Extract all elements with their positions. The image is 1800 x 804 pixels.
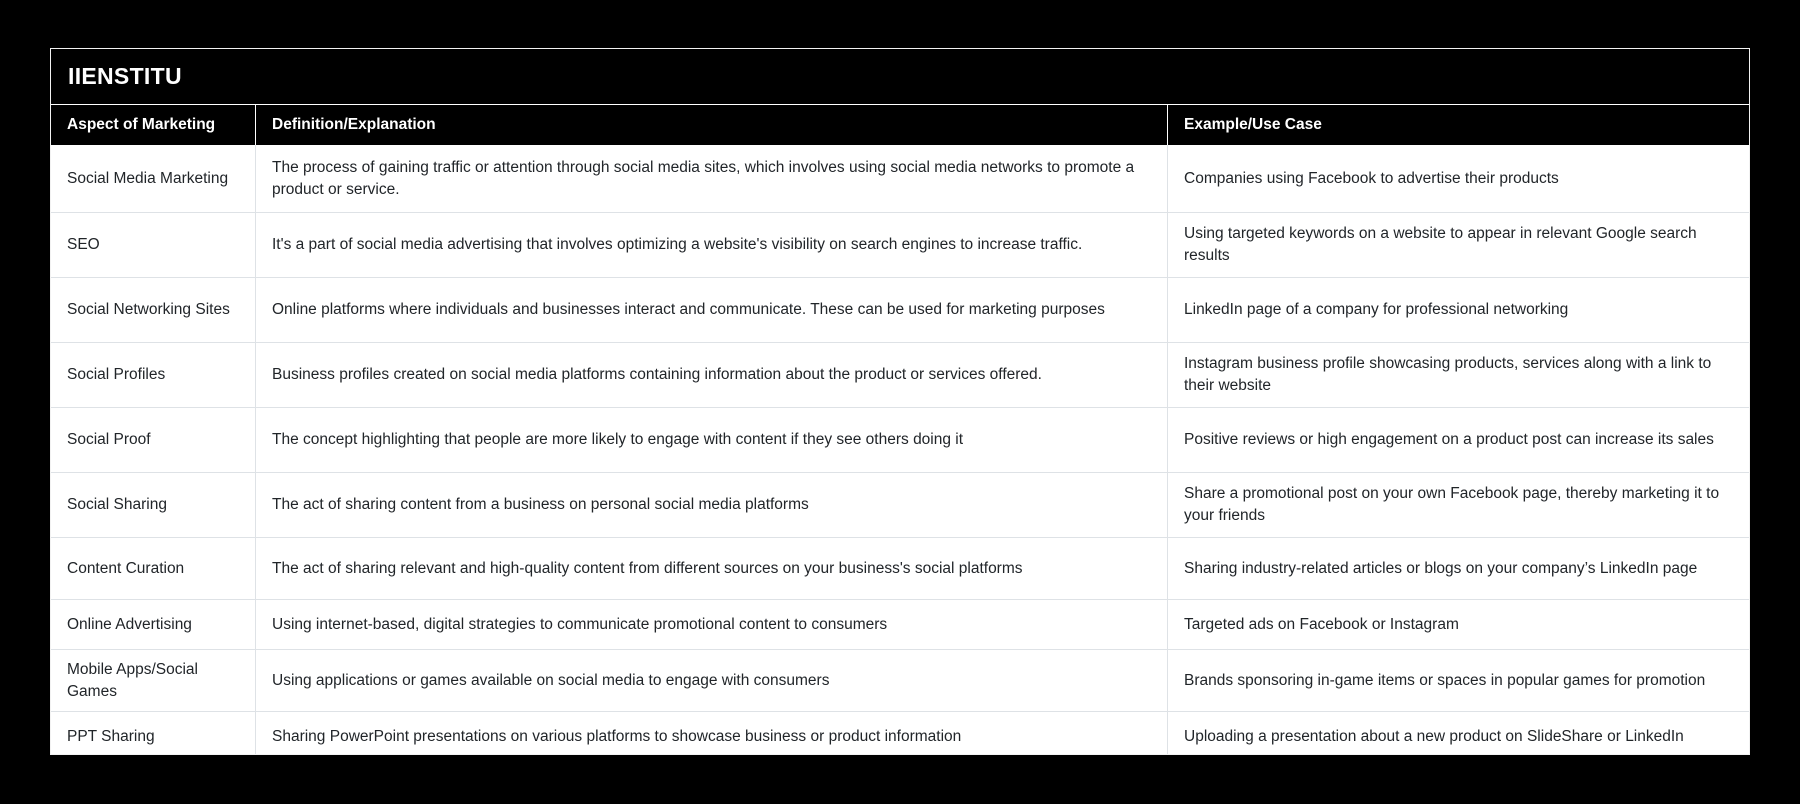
cell-definition: The act of sharing content from a business on personal social media platforms bbox=[256, 473, 1168, 537]
column-header-definition: Definition/Explanation bbox=[256, 105, 1168, 145]
table-row bbox=[51, 145, 1749, 213]
table-title: IIENSTITU bbox=[51, 49, 1749, 105]
cell-example: Using targeted keywords on a website to appear in relevant Google search results bbox=[1184, 225, 1697, 264]
table-row bbox=[51, 650, 1749, 712]
cell-example: Share a promotional post on your own Facebook page, thereby marketing it to your friends bbox=[1184, 485, 1720, 524]
table-row bbox=[51, 408, 1749, 473]
cell-aspect: Mobile Apps/Social Games bbox=[51, 650, 256, 711]
table-row bbox=[51, 343, 1749, 408]
cell-definition: It's a part of social media advertising that involves optimizing a website's visibility on search engines to increase traffic. bbox=[256, 213, 1168, 277]
table-row bbox=[51, 712, 1749, 755]
cell-definition: Business profiles created on social media platforms containing information about the product or services offered. bbox=[256, 343, 1168, 407]
cell-definition: Online platforms where individuals and businesses interact and communicate. These can be used for marketing purposes bbox=[256, 278, 1168, 342]
cell-example: Positive reviews or high engagement on a product post can increase its sales bbox=[1184, 431, 1714, 448]
cell-definition: Using applications or games available on social media to engage with consumers bbox=[256, 650, 1168, 711]
cell-definition: The concept highlighting that people are more likely to engage with content if they see others doing it bbox=[256, 408, 1168, 472]
table-row bbox=[51, 538, 1749, 600]
cell-aspect: Online Advertising bbox=[51, 600, 256, 649]
cell-aspect: Social Profiles bbox=[51, 343, 256, 407]
cell-example: Sharing industry-related articles or blogs on your company’s LinkedIn page bbox=[1184, 559, 1698, 577]
table-row bbox=[51, 278, 1749, 343]
cell-definition: The process of gaining traffic or attention through social media sites, which involves using social media networks to promote a product or service. bbox=[256, 145, 1168, 212]
table-header-row bbox=[51, 105, 1749, 145]
table-row bbox=[51, 213, 1749, 278]
cell-aspect: Content Curation bbox=[51, 538, 256, 599]
cell-example: Uploading a presentation about a new product on SlideShare or LinkedIn bbox=[1184, 728, 1684, 745]
table-row bbox=[51, 473, 1749, 538]
cell-aspect: Social Networking Sites bbox=[51, 278, 256, 342]
cell-example: Brands sponsoring in-game items or spaces in popular games for promotion bbox=[1184, 671, 1706, 689]
cell-aspect: Social Proof bbox=[51, 408, 256, 472]
column-header-aspect: Aspect of Marketing bbox=[51, 105, 256, 145]
cell-example: Targeted ads on Facebook or Instagram bbox=[1184, 615, 1459, 633]
table-row bbox=[51, 600, 1749, 650]
cell-definition: Sharing PowerPoint presentations on various platforms to showcase business or product information bbox=[256, 712, 1168, 755]
cell-aspect: SEO bbox=[51, 213, 256, 277]
column-header-example: Example/Use Case bbox=[1184, 116, 1322, 133]
cell-aspect: Social Media Marketing bbox=[51, 145, 256, 212]
cell-example: Instagram business profile showcasing products, services along with a link to their website bbox=[1184, 355, 1712, 394]
cell-definition: The act of sharing relevant and high-quality content from different sources on your business's social platforms bbox=[256, 538, 1168, 599]
cell-example: Companies using Facebook to advertise their products bbox=[1184, 169, 1559, 187]
cell-aspect: PPT Sharing bbox=[51, 712, 256, 755]
marketing-table bbox=[50, 48, 1750, 755]
cell-example: LinkedIn page of a company for professional networking bbox=[1184, 301, 1569, 318]
cell-aspect: Social Sharing bbox=[51, 473, 256, 537]
cell-definition: Using internet-based, digital strategies to communicate promotional content to consumers bbox=[256, 600, 1168, 649]
